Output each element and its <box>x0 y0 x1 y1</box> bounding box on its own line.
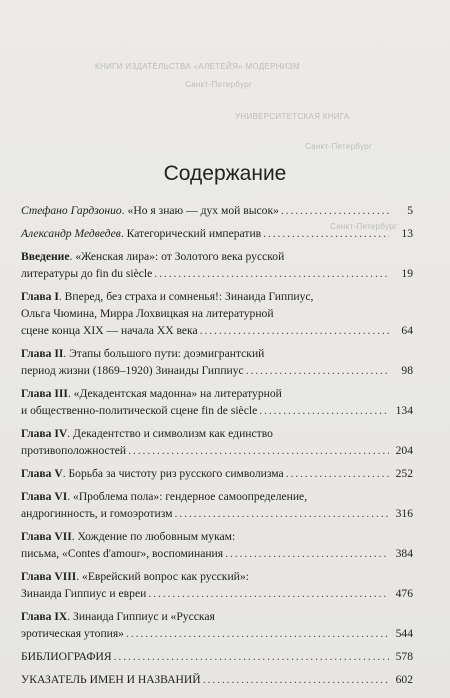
page-title: Содержание <box>163 162 287 185</box>
toc-page-number: 316 <box>395 507 413 520</box>
toc-entry-author: Александр Медведев <box>21 227 121 240</box>
toc-entry-text: Зинаида Гиппиус и евреи <box>21 587 147 600</box>
dot-leader <box>148 585 389 602</box>
toc-entry-text: . Хождение по любовным мукам: <box>71 530 236 543</box>
toc-entry-last-line <box>21 671 413 688</box>
toc-entry-text: БИБЛИОГРАФИЯ <box>21 650 112 663</box>
toc-entry-text-group <box>21 465 284 482</box>
toc-entry-prefix: Глава V <box>21 467 63 480</box>
bleed-through-text: УНИВЕРСИТЕТСКАЯ КНИГА <box>235 112 350 121</box>
toc-entry <box>21 385 413 419</box>
toc-entry <box>21 288 413 339</box>
toc-entry <box>21 568 413 602</box>
dot-leader <box>246 362 389 379</box>
toc-page-number: 5 <box>407 204 413 217</box>
toc-entry-last-line <box>21 202 413 219</box>
toc-entry-line <box>21 568 413 585</box>
toc-entry-prefix: Введение <box>21 250 70 263</box>
toc-page-number: 19 <box>401 267 413 280</box>
toc-entry <box>21 671 413 688</box>
toc-entry-text-group <box>21 505 172 522</box>
toc-entry-text: письма, «Contes d'amour», воспоминания <box>21 547 224 560</box>
toc-entry-text: . «Проблема пола»: гендерное самоопределение, <box>67 490 308 503</box>
toc-entry <box>21 225 413 242</box>
toc-page-number: 578 <box>395 650 413 663</box>
toc-page-number: 98 <box>401 364 413 377</box>
toc-entry-prefix: Глава VI <box>21 490 68 503</box>
toc-entry-line: Ольга Чюмина, Мирра Лохвицкая на литературной <box>21 307 274 320</box>
toc-page-number: 13 <box>401 227 413 240</box>
toc-entry <box>21 465 413 482</box>
toc-entry <box>21 425 413 459</box>
toc-entry-last-line <box>21 442 413 459</box>
toc-entry-text-group <box>21 585 146 602</box>
toc-entry-text: . «Декадентская мадонна» на литературной <box>67 387 282 400</box>
toc-entry-line <box>21 288 413 305</box>
toc-entry-line <box>21 345 413 362</box>
toc-entry-text-group <box>21 671 201 688</box>
bleed-through-text: Санкт-Петербург <box>330 222 398 231</box>
toc-entry-text: андрогинность, и гомоэротизм <box>21 507 173 520</box>
toc-entry-text-group <box>21 402 257 419</box>
toc-entry-line <box>21 425 413 442</box>
toc-page-number: 204 <box>395 444 413 457</box>
toc-page-number: 64 <box>401 324 413 337</box>
toc-entry-text-group <box>21 625 124 642</box>
toc-entry-text: . Вперед, без страха и сомненья!: Зинаида Гиппиус, <box>58 290 314 303</box>
toc-page-number: 384 <box>395 547 413 560</box>
toc-page-number: 602 <box>395 673 413 686</box>
dot-leader <box>259 402 389 419</box>
toc-entry-text-group: Стефано Гардзонио. «Но я знаю — дух мой высок» <box>21 204 279 217</box>
dot-leader <box>114 648 389 665</box>
toc-entry-line <box>21 248 413 265</box>
bleed-through-text: Санкт-Петербург <box>305 142 373 151</box>
toc-entry-text: «Но я знаю — дух мой высок» <box>127 204 279 217</box>
toc-entry-text-group <box>21 322 198 339</box>
toc-entry-text: сцене конца XIX — начала XX века <box>21 324 198 337</box>
toc-entry <box>21 528 413 562</box>
toc-entry-text: УКАЗАТЕЛЬ ИМЕН И НАЗВАНИЙ <box>21 673 201 686</box>
dot-leader <box>174 505 389 522</box>
toc-entry <box>21 345 413 379</box>
toc-entry-text-group <box>21 362 244 379</box>
toc-entry-text: литературы до fin du siècle <box>21 267 153 280</box>
toc-entry-text: . Этапы большого пути: доэмигрантский <box>63 347 265 360</box>
toc-entry-line <box>21 528 413 545</box>
dot-leader <box>281 202 389 219</box>
toc-entry-prefix: Глава IX <box>21 610 68 623</box>
dot-leader <box>154 265 389 282</box>
toc-entry-text-group <box>21 442 126 459</box>
toc-entry-last-line <box>21 545 413 562</box>
toc-page-number: 544 <box>395 627 413 640</box>
dot-leader <box>126 625 389 642</box>
toc-entry-text-group <box>21 265 152 282</box>
table-of-contents <box>21 202 413 694</box>
toc-entry <box>21 608 413 642</box>
dot-leader <box>203 671 389 688</box>
dot-leader <box>263 225 389 242</box>
toc-entry-last-line <box>21 505 413 522</box>
bleed-through-text: КНИГИ ИЗДАТЕЛЬСТВА «АЛЕТЕЙЯ» МОДЕРНИЗМ <box>95 62 300 71</box>
toc-entry-line <box>21 488 413 505</box>
toc-entry-last-line <box>21 225 413 242</box>
toc-entry-last-line <box>21 322 413 339</box>
toc-entry-text-group <box>21 545 223 562</box>
toc-entry-text: и общественно-политической сцене fin de siècle <box>21 404 258 417</box>
toc-entry <box>21 202 413 219</box>
bleed-through-text: Санкт-Петербург <box>185 80 253 89</box>
toc-entry-prefix: Глава II <box>21 347 64 360</box>
toc-entry-author: Стефано Гардзонио <box>21 204 122 217</box>
toc-entry-line <box>21 608 413 625</box>
toc-entry <box>21 488 413 522</box>
toc-entry-last-line <box>21 585 413 602</box>
dot-leader <box>286 465 389 482</box>
toc-entry-text: противоположностей <box>21 444 127 457</box>
toc-entry-line <box>21 385 413 402</box>
toc-page-number: 476 <box>395 587 413 600</box>
toc-entry-text: . Зинаида Гиппиус и «Русская <box>67 610 215 623</box>
toc-entry-last-line <box>21 402 413 419</box>
toc-entry-last-line <box>21 265 413 282</box>
toc-page-number: 134 <box>395 404 413 417</box>
toc-entry-text-group: Александр Медведев. Категорический императив <box>21 227 262 240</box>
dot-leader <box>200 322 389 339</box>
dot-leader <box>225 545 389 562</box>
toc-entry-prefix: Глава VII <box>21 530 72 543</box>
toc-entry-prefix: Глава VIII <box>21 570 77 583</box>
toc-entry-prefix: Глава IV <box>21 427 68 440</box>
toc-entry-last-line <box>21 465 413 482</box>
toc-entry-text: эротическая утопия» <box>21 627 124 640</box>
toc-entry-last-line <box>21 648 413 665</box>
toc-entry <box>21 248 413 282</box>
toc-entry-text: период жизни (1869–1920) Зинаиды Гиппиус <box>21 364 244 377</box>
toc-entry-text: Категорический императив <box>126 227 262 240</box>
dot-leader <box>128 442 389 459</box>
toc-entry-prefix: Глава III <box>21 387 68 400</box>
toc-entry-last-line <box>21 362 413 379</box>
toc-entry-last-line <box>21 625 413 642</box>
toc-entry-prefix: Глава I <box>21 290 59 303</box>
toc-entry-text: . «Еврейский вопрос как русский»: <box>76 570 249 583</box>
toc-entry-text: . Борьба за чистоту риз русского символизма <box>62 467 284 480</box>
toc-entry <box>21 648 413 665</box>
toc-entry-text-group <box>21 648 112 665</box>
toc-entry-text: . Декадентство и символизм как единство <box>67 427 273 440</box>
toc-page-number: 252 <box>395 467 413 480</box>
toc-entry-text: . «Женская лира»: от Золотого века русской <box>69 250 285 263</box>
